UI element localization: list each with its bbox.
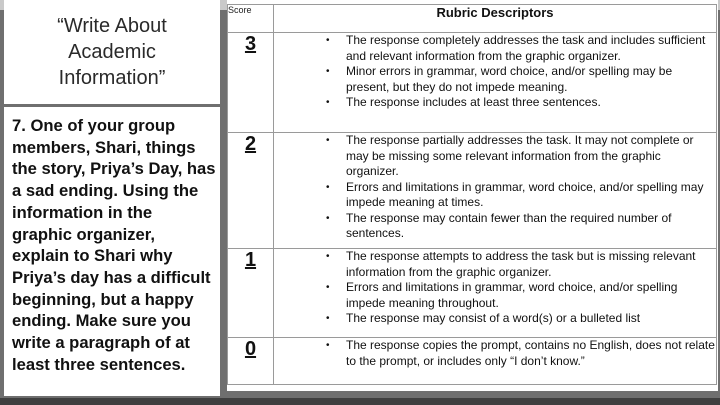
rubric-row-score-3: [228, 33, 717, 133]
bullet-icon: •: [326, 313, 330, 324]
score-value: 0: [228, 338, 274, 385]
bullet-icon: •: [326, 66, 330, 77]
descriptor-text: Errors and limitations in grammar, word choice, and/or spelling may impede meaning at times.: [346, 179, 704, 209]
rubric-panel: [227, 0, 718, 391]
score-value: 3: [228, 33, 274, 133]
bullet-icon: •: [326, 181, 330, 193]
descriptor-item: [274, 249, 716, 280]
descriptor-item: [274, 33, 716, 64]
bullet-icon: •: [326, 212, 330, 224]
score-header: Score: [228, 5, 274, 33]
bullet-icon: •: [326, 340, 330, 351]
descriptor-item: [274, 280, 716, 311]
descriptor-cell: [274, 338, 717, 385]
background-bottom-band: [0, 398, 720, 405]
descriptor-text: The response may contain fewer than the required number of sentences.: [346, 210, 672, 240]
descriptor-item: [274, 95, 716, 111]
descriptor-cell: [274, 249, 717, 338]
rubric-row-score-0: [228, 338, 717, 385]
descriptors-header: Rubric Descriptors: [274, 5, 717, 33]
rubric-header-row: [228, 5, 717, 33]
descriptor-item: [274, 133, 716, 180]
score-value: 2: [228, 133, 274, 249]
bullet-icon: •: [326, 251, 330, 262]
descriptor-text: Minor errors in grammar, word choice, and/or spelling may be present, but they do not impede meaning.: [346, 64, 673, 94]
title-box: [4, 0, 220, 104]
descriptor-list: [274, 33, 716, 111]
descriptor-cell: [274, 33, 717, 133]
bullet-icon: •: [326, 35, 330, 46]
descriptor-item: [274, 211, 716, 242]
bullet-icon: •: [326, 282, 330, 293]
descriptor-text: The response includes at least three sentences.: [346, 95, 601, 109]
descriptor-list: [274, 249, 716, 327]
descriptor-text: Errors and limitations in grammar, word choice, and/or spelling impede meaning throughout.: [346, 280, 678, 310]
descriptor-list: [274, 133, 716, 242]
slide-title: “Write About Academic Information”: [57, 15, 167, 89]
descriptor-item: [274, 64, 716, 95]
rubric-table: [227, 4, 717, 385]
descriptor-item: [274, 311, 716, 327]
descriptor-list: [274, 338, 716, 369]
descriptor-text: The response copies the prompt, contains no English, does not relate to the prompt, or includes only “I don’t know.”: [346, 338, 715, 368]
descriptor-cell: [274, 133, 717, 249]
rubric-row-score-1: [228, 249, 717, 338]
descriptor-text: The response partially addresses the task. It may not complete or may be missing some relevant information from the graphic organizer.: [346, 133, 694, 178]
descriptor-item: [274, 338, 716, 369]
descriptor-text: The response may consist of a word(s) or a bulleted list: [346, 311, 641, 325]
rubric-row-score-2: [228, 133, 717, 249]
bullet-icon: •: [326, 135, 330, 146]
descriptor-text: The response attempts to address the task but is missing relevant information from the graphic organizer.: [346, 249, 696, 279]
descriptor-item: [274, 180, 716, 211]
prompt-box: [4, 107, 220, 396]
score-value: 1: [228, 249, 274, 338]
descriptor-text: The response completely addresses the task and includes sufficient and relevant information from the graphic organizer.: [346, 33, 706, 63]
bullet-icon: •: [326, 97, 330, 108]
prompt-text: 7. One of your group members, Shari, things the story, Priya’s Day, has a sad ending. Using the information in the graphic organizer, explain to Shari why Priya’s day has a difficult beginning, but a happy ending. Make sure you write a paragraph of at least three sentences.: [12, 116, 216, 374]
